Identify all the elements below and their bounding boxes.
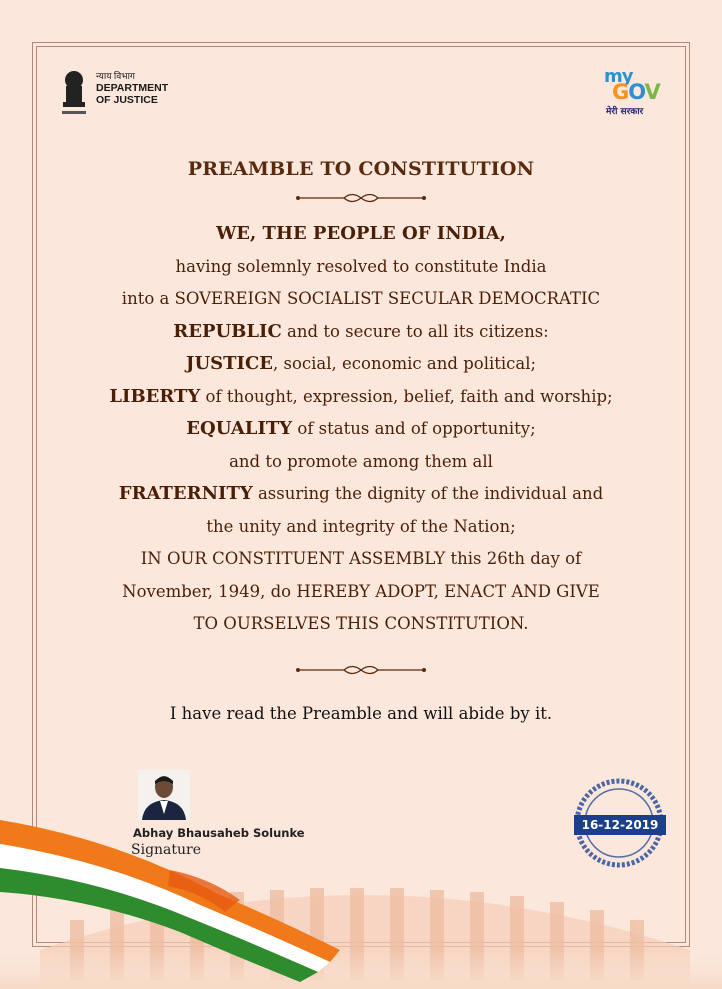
- department-line1: DEPARTMENT: [96, 82, 169, 94]
- signature-label: Signature: [131, 842, 202, 858]
- preamble-line: having solemnly resolved to constitute India: [175, 256, 547, 276]
- preamble-line: TO OURSELVES THIS CONSTITUTION.: [193, 614, 529, 633]
- preamble-line: LIBERTY of thought, expression, belief, faith and worship;: [109, 385, 613, 407]
- page-title: PREAMBLE TO CONSTITUTION: [187, 158, 535, 180]
- preamble-line: IN OUR CONSTITUENT ASSEMBLY this 26th day of: [140, 549, 582, 568]
- preamble-line: REPUBLIC and to secure to all its citizens:: [173, 320, 549, 342]
- mygov-tagline: मेरी सरकार: [606, 107, 644, 117]
- ornament-divider-top: [296, 190, 426, 206]
- mygov-logo: [602, 66, 672, 126]
- preamble-line: into a SOVEREIGN SOCIALIST SECULAR DEMOCRATIC: [121, 289, 601, 308]
- preamble-line: the unity and integrity of the Nation;: [206, 516, 516, 536]
- mygov-my-text: my: [604, 66, 633, 87]
- preamble-line: EQUALITY of status and of opportunity;: [186, 418, 536, 439]
- preamble-line: WE, THE PEOPLE OF INDIA,: [216, 223, 506, 244]
- signer-photo: [138, 770, 190, 820]
- preamble-line: JUSTICE, social, economic and political;: [185, 353, 537, 374]
- national-emblem-icon: [58, 70, 90, 118]
- preamble-text: [0, 218, 722, 641]
- mygov-gov-text: GOV: [612, 80, 660, 104]
- pledge-text: I have read the Preamble and will abide by it.: [169, 704, 553, 723]
- signer-name: Abhay Bhausaheb Solunke: [133, 826, 305, 840]
- preamble-line: November, 1949, do HEREBY ADOPT, ENACT AND GIVE: [122, 581, 600, 601]
- ornament-divider-bottom: [296, 662, 426, 678]
- department-line2: OF JUSTICE: [96, 94, 158, 106]
- preamble-line: and to promote among them all: [229, 451, 493, 471]
- department-hindi-text: न्याय विभाग: [96, 71, 135, 81]
- preamble-line: FRATERNITY assuring the dignity of the individual and: [118, 483, 604, 504]
- stamp-date: 16-12-2019: [574, 815, 666, 835]
- department-of-justice-logo: [58, 70, 168, 118]
